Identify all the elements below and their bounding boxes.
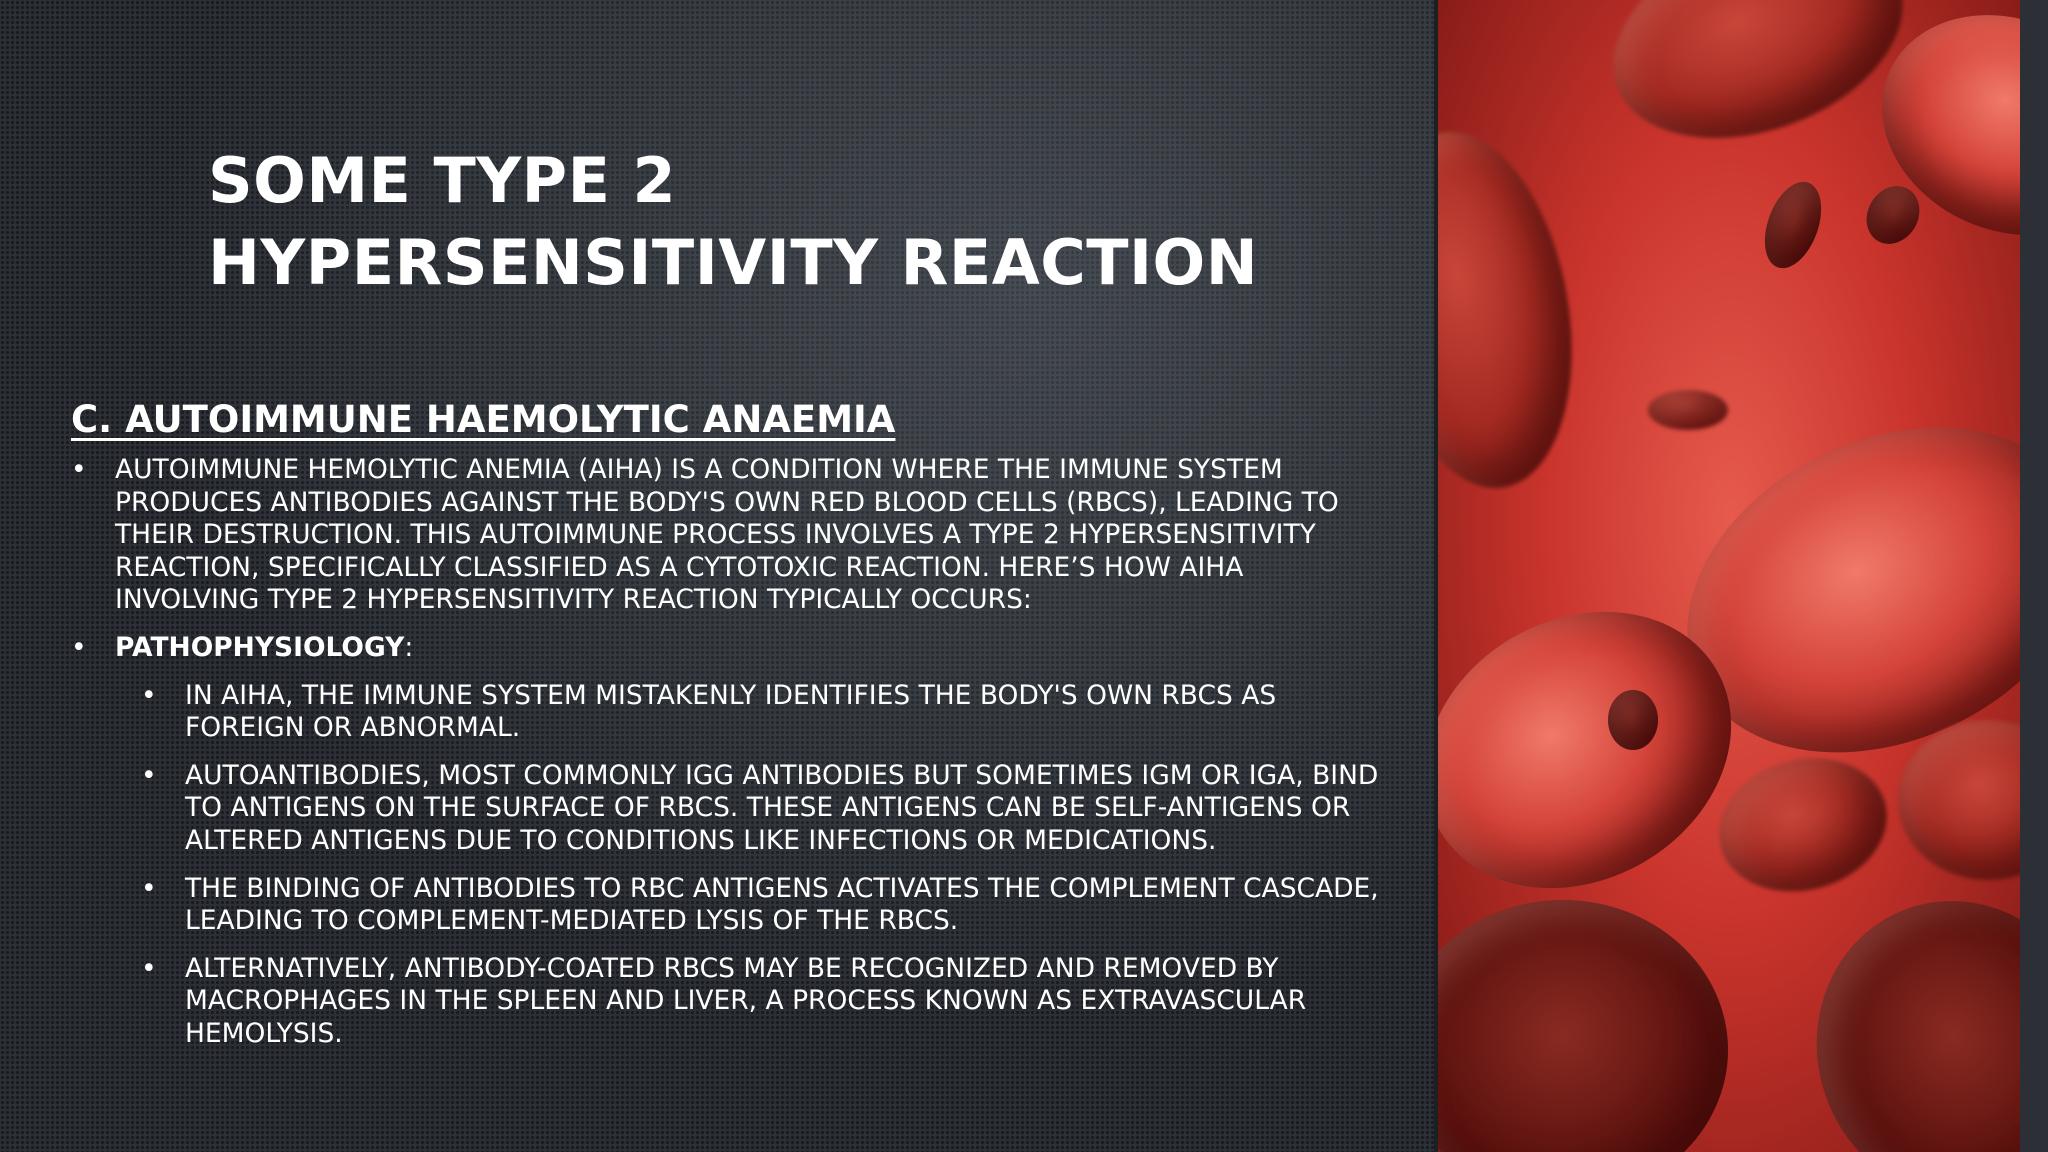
pathophysiology-colon: : [404, 631, 414, 663]
blood-cell-shape [1434, 900, 1728, 1152]
blood-cell-shape [1754, 174, 1832, 276]
blood-cell-shape [1608, 690, 1658, 750]
section-heading: C. AUTOIMMUNE HAEMOLYTIC ANAEMIA [71, 398, 896, 441]
red-blood-cells-image [1434, 0, 2024, 1152]
bullet-list [71, 454, 1381, 1051]
blood-cell-shape [1898, 720, 2024, 880]
blood-cell-shape [1434, 116, 1598, 504]
blood-cell-shape [1775, 861, 2024, 1152]
intro-bullet-text: AUTOIMMUNE HEMOLYTIC ANEMIA (AIHA) IS A CONDITION WHERE THE IMMUNE SYSTEM PRODUCES ANTIBODIES AGAINST THE BODY'S OWN RED BLOOD CELLS (RBCS), LEADING TO THEIR DESTRUCTION. THIS AUTOIMMUNE PROCESS INVOLVES A TYPE 2 HYPERSENSITIVITY REACTION, SPECIFICALLY CLASSIFIED AS A CYTOTOXIC REACTION. HERE’S HOW AIHA INVOLVING TYPE 2 HYPERSENSITIVITY REACTION TYPICALLY OCCURS: [115, 454, 1339, 616]
sub-bullet-item: • IN AIHA, THE IMMUNE SYSTEM MISTAKENLY IDENTIFIES THE BODY'S OWN RBCS AS FOREIGN OR ABNORMAL. [141, 680, 1381, 745]
pathophysiology-label: PATHOPHYSIOLOGY [115, 631, 405, 663]
blood-cell-shape [1704, 740, 1902, 910]
sub-bullet-list [115, 680, 1381, 1051]
slide-content [71, 398, 1381, 1051]
sub-bullet-item: • THE BINDING OF ANTIBODIES TO RBC ANTIGENS ACTIVATES THE COMPLEMENT CASCADE, LEADING TO COMPLEMENT-MEDIATED LYSIS OF THE RBCS. [141, 873, 1381, 938]
blood-cell-shape [1585, 0, 1932, 176]
slide-title: SOME TYPE 2 HYPERSENSITIVITY REACTION [208, 144, 1259, 299]
sub-bullet-item: • ALTERNATIVELY, ANTIBODY-COATED RBCS MAY BE RECOGNIZED AND REMOVED BY MACROPHAGES IN THE SPLEEN AND LIVER, A PROCESS KNOWN AS EXTRAVASCULAR HEMOLYSIS. [141, 953, 1381, 1051]
blood-cell-shape [1648, 390, 1728, 430]
pathophysiology-bullet [71, 632, 1381, 1051]
right-edge-strip [2020, 0, 2048, 1152]
intro-bullet [71, 454, 1381, 617]
sub-bullet-item: • AUTOANTIBODIES, MOST COMMONLY IGG ANTIBODIES BUT SOMETIMES IGM OR IGA, BIND TO ANTIGENS ON THE SURFACE OF RBCS. THESE ANTIGENS CAN BE SELF-ANTIGENS OR ALTERED ANTIGENS DUE TO CONDITIONS LIKE INFECTIONS OR MEDICATIONS. [141, 760, 1381, 858]
